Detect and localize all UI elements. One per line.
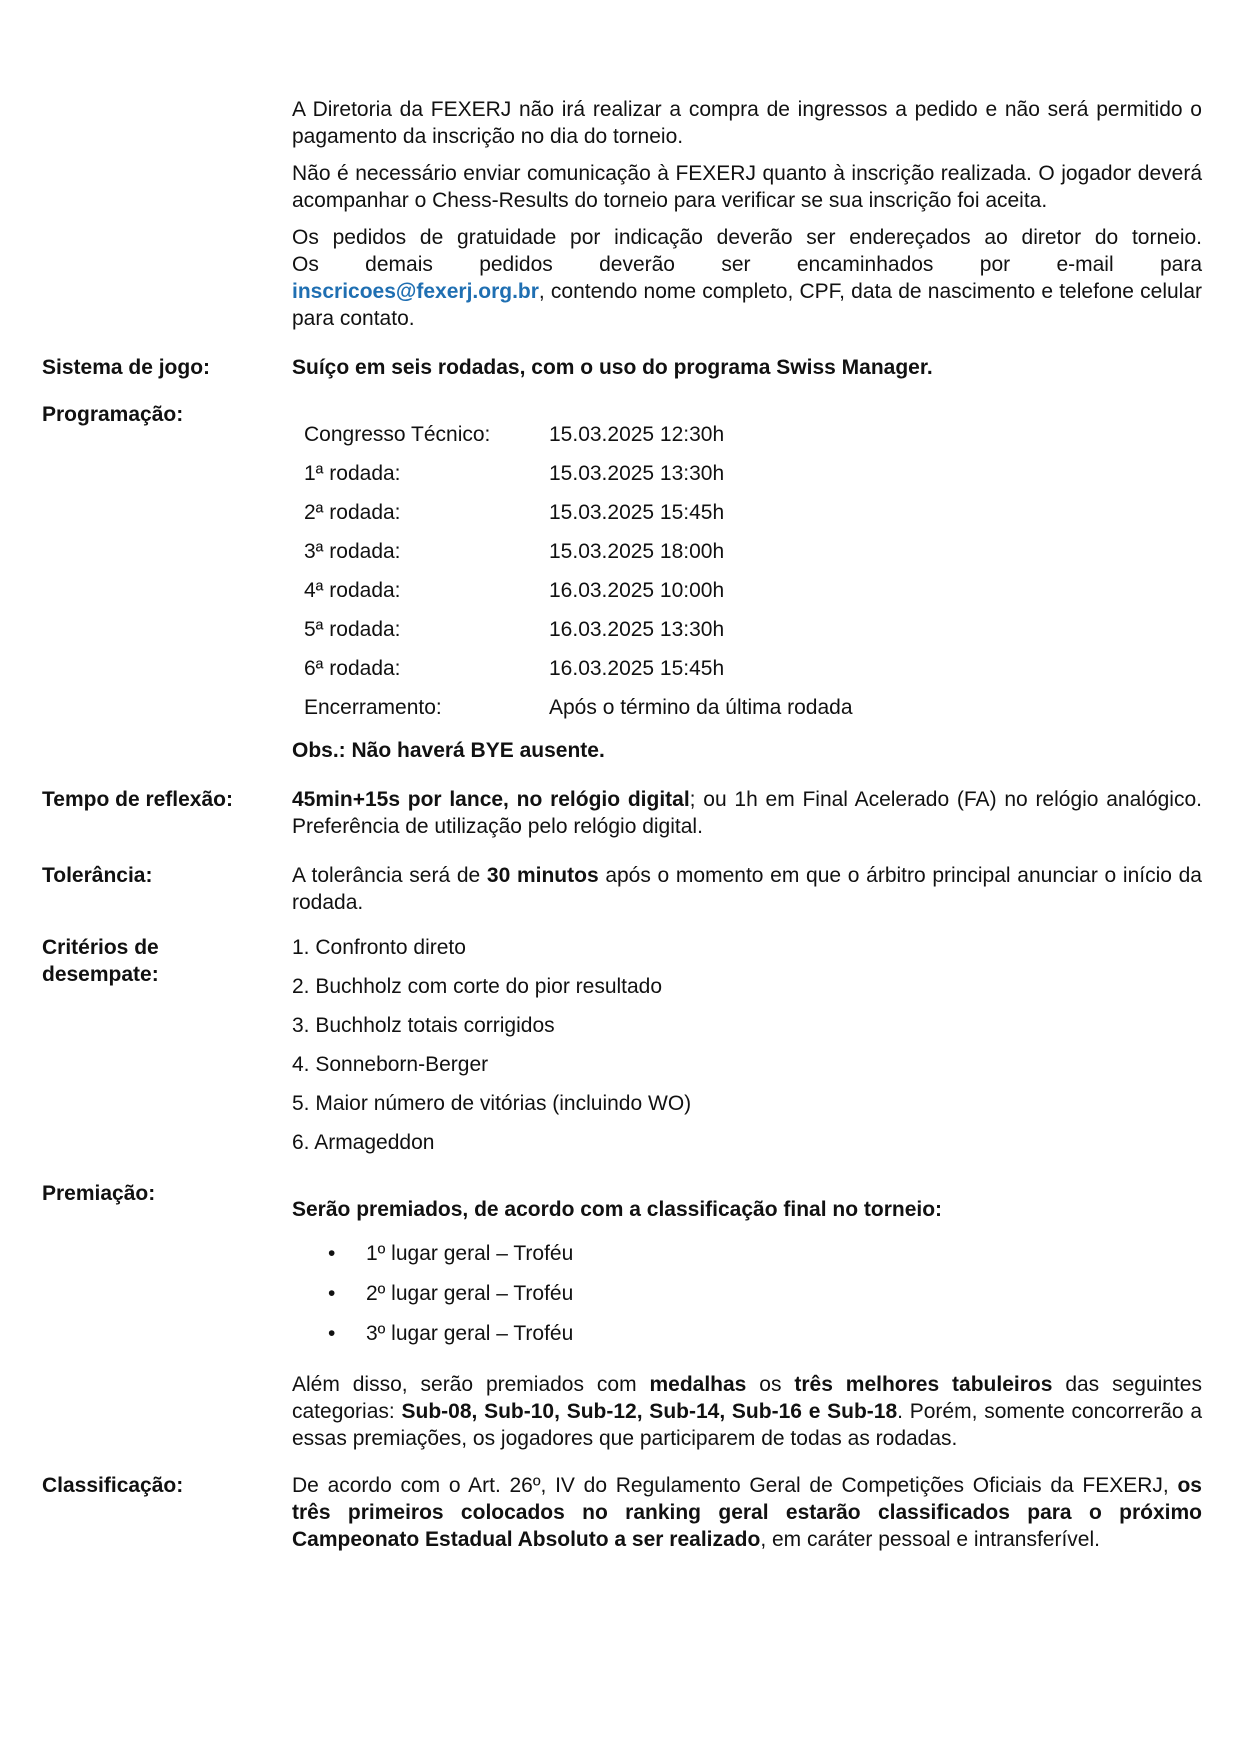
intro-p3-line2: Os demais pedidos deverão ser encaminhados por e-mail para (292, 253, 1202, 276)
tempo-text (292, 786, 1202, 840)
tempo-bold: 45min+15s por lance, no relógio digital (292, 788, 690, 811)
criterio-item: 5. Maior número de vitórias (incluindo WO) (292, 1092, 692, 1115)
schedule-row (292, 571, 1202, 610)
schedule-event: 3ª rodada: (304, 540, 401, 563)
prize-text: 1º lugar geral – Troféu (366, 1241, 574, 1265)
premiacao-medals-text (292, 1371, 1202, 1452)
prize-list (292, 1233, 1202, 1353)
class-c2: os três primeiros colocados no ranking geral estarão classificados para o próximo Campeonato Estadual Absoluto a ser realizado (292, 1474, 1202, 1551)
tolerancia-content (292, 862, 1202, 916)
section-premiacao (0, 1180, 1242, 1452)
prem-a7: . Porém, somente concorrerão a essas premiações, os jogadores que participarem de todas as rodadas. (292, 1400, 1202, 1450)
tolerancia-pre: A tolerância será de (292, 864, 487, 887)
criterio-item: 4. Sonneborn-Berger (292, 1053, 489, 1076)
intro-paragraph-2: Não é necessário enviar comunicação à FEXERJ quanto à inscrição realizada. O jogador deverá acompanhar o Chess-Results do torneio para verificar se sua inscrição foi aceita. (292, 162, 1202, 212)
prem-a3: os (746, 1373, 795, 1396)
classificacao-content (292, 1472, 1202, 1553)
prem-a5: das seguintes categorias: (292, 1373, 1202, 1423)
tempo-rest: ; ou 1h em Final Acelerado (FA) no relógio analógico. Preferência de utilização pelo relógio digital. (292, 788, 1202, 838)
prize-item (292, 1273, 1202, 1313)
schedule-row (292, 610, 1202, 649)
section-tolerancia (0, 862, 1242, 916)
prize-item (292, 1313, 1202, 1353)
schedule-event: Encerramento: (304, 696, 442, 719)
schedule-row (292, 649, 1202, 688)
bullet-icon: • (328, 1321, 336, 1345)
intro-section (292, 96, 1202, 332)
prize-item (292, 1233, 1202, 1273)
schedule-event: 1ª rodada: (304, 462, 401, 485)
tolerancia-text (292, 862, 1202, 916)
prem-a1: Além disso, serão premiados com (292, 1373, 650, 1396)
schedule-row (292, 532, 1202, 571)
section-criterios (0, 934, 1242, 1168)
schedule-time: 15.03.2025 18:00h (549, 540, 725, 563)
intro-p3-rest: , contendo nome completo, CPF, data de nascimento e telefone celular para contato. (292, 280, 1202, 330)
tolerancia-post: após o momento em que o árbitro principal anunciar o início da rodada. (292, 864, 1202, 914)
section-sistema (0, 354, 1242, 381)
class-c1: De acordo com o Art. 26º, IV do Regulamento Geral de Competições Oficiais da FEXERJ, (292, 1474, 1178, 1497)
section-label (0, 934, 292, 1168)
section-tempo (0, 786, 1242, 840)
section-label: Sistema de jogo: (42, 356, 211, 379)
prem-a6: Sub-08, Sub-10, Sub-12, Sub-14, Sub-16 e Sub-18 (401, 1400, 898, 1423)
schedule-event: 2ª rodada: (304, 501, 401, 524)
email-link[interactable]: inscricoes@fexerj.org.br (292, 280, 539, 303)
bullet-icon: • (328, 1241, 336, 1265)
programacao-content (292, 401, 1202, 764)
intro-paragraph-1: A Diretoria da FEXERJ não irá realizar a compra de ingressos a pedido e não será permitido o pagamento da inscrição no dia do torneio. (292, 98, 1202, 148)
section-programacao (0, 401, 1242, 764)
schedule-event: 6ª rodada: (304, 657, 401, 680)
schedule-table (292, 415, 1202, 727)
prem-a4: três melhores tabuleiros (794, 1373, 1053, 1396)
criterio-item: 1. Confronto direto (292, 936, 466, 959)
premiacao-content (292, 1180, 1202, 1452)
prize-text: 3º lugar geral – Troféu (366, 1321, 574, 1345)
sistema-text: Suíço em seis rodadas, com o uso do programa Swiss Manager. (292, 356, 933, 379)
section-label: Tempo de reflexão: (42, 788, 233, 811)
intro-p3-line1: Os pedidos de gratuidade por indicação deverão ser endereçados ao diretor do torneio. (292, 226, 1202, 249)
criterios-label-line1: Critérios de (42, 936, 159, 959)
section-label: Classificação: (42, 1474, 184, 1497)
criterio-item: 2. Buchholz com corte do pior resultado (292, 975, 663, 998)
schedule-event: 5ª rodada: (304, 618, 401, 641)
premiacao-head: Serão premiados, de acordo com a classificação final no torneio: (292, 1198, 943, 1221)
schedule-time: 16.03.2025 13:30h (549, 618, 725, 641)
criterio-item: 3. Buchholz totais corrigidos (292, 1014, 555, 1037)
class-c3: , em caráter pessoal e intransferível. (760, 1528, 1100, 1551)
schedule-obs: Obs.: Não haverá BYE ausente. (292, 739, 605, 762)
tempo-content (292, 786, 1202, 840)
criterio-item: 6. Armageddon (292, 1131, 435, 1154)
bullet-icon: • (328, 1281, 336, 1305)
section-label: Tolerância: (42, 864, 153, 887)
intro-paragraph-3 (292, 224, 1202, 332)
schedule-event: 4ª rodada: (304, 579, 401, 602)
classificacao-text (292, 1472, 1202, 1553)
prize-text: 2º lugar geral – Troféu (366, 1281, 574, 1305)
criterios-label-line2: desempate: (42, 963, 159, 986)
schedule-time: 15.03.2025 13:30h (549, 462, 725, 485)
section-label: Programação: (42, 403, 184, 426)
schedule-time: 15.03.2025 15:45h (549, 501, 725, 524)
section-label: Premiação: (42, 1182, 156, 1205)
schedule-time: Após o término da última rodada (549, 696, 853, 719)
schedule-row (292, 493, 1202, 532)
tolerancia-bold: 30 minutos (486, 864, 599, 887)
section-classificacao (0, 1472, 1242, 1553)
schedule-row (292, 415, 1202, 454)
schedule-event: Congresso Técnico: (304, 423, 491, 446)
schedule-time: 15.03.2025 12:30h (549, 423, 725, 446)
schedule-row (292, 688, 1202, 727)
prem-a2: medalhas (649, 1373, 747, 1396)
criterios-list (292, 934, 1202, 1168)
schedule-time: 16.03.2025 10:00h (549, 579, 725, 602)
schedule-time: 16.03.2025 15:45h (549, 657, 725, 680)
schedule-row (292, 454, 1202, 493)
